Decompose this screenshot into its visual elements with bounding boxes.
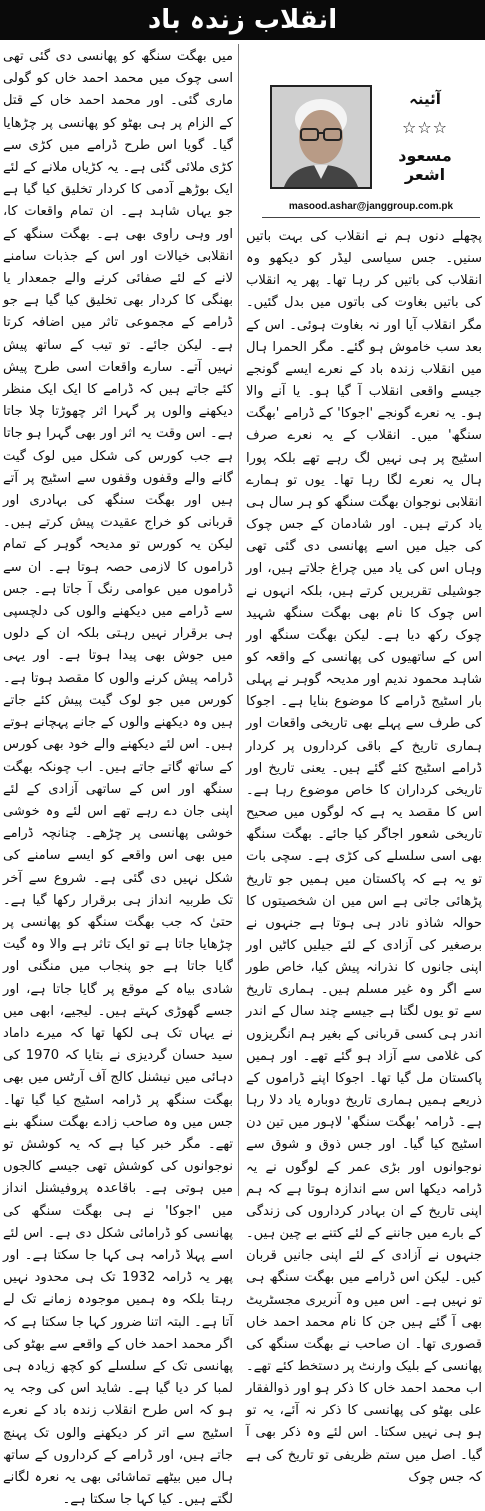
- article-headline: انقلاب زندہ باد: [0, 0, 485, 40]
- article-left-column: [3, 46, 234, 1508]
- column-name: آئینہ: [409, 90, 441, 108]
- right-column-text: پچھلے دنوں ہم نے انقلاب کی بہت باتیں سنیں۔ جس سیاسی لیڈر کو دیکھو وہ انقلاب کی باتیں کر رہا تھا۔ پھر یہ انقلاب کی باتیں بغاوت کی باتوں میں بدل گئیں۔ مگر انقلاب آیا اور نہ بغاوت ہوئی۔ اس کے بعد سب خاموش ہو گئے۔ مگر الحمرا ہال میں انقلاب زندہ باد کے نعرے ایسے گونجے جیسے واقعی انقلاب آ گیا ہو۔ یا آنے والا ہو۔ یہ نعرے گونجے 'اجوکا' کے ڈرامے 'بھگت سنگھ' میں۔ انقلاب کے یہ نعرے صرف اسٹیج پر ہی نہیں لگ رہے تھے بلکہ پورا ہال یہ نعرے لگا رہا تھا۔ یوں تو ہمارے انقلابی نوجوان بھگت سنگھ کو ہر سال ہی یاد کرتے ہیں۔ اور شادمان کے جس چوک کی جیل میں اسے پھانسی دی گئی تھی وہاں اس کی یاد میں چراغ جلاتے ہیں، اور جوشیلی تقریریں کرتے ہیں، بلکہ انہوں نے اس چوک کا نام بھی بھگت سنگھ شہید چوک رکھ دیا ہے۔ لیکن بھگت سنگھ اور اس کے ساتھیوں کی پھانسی کے واقعہ کو شاہد محمود ندیم اور مدیحہ گوہر نے پہلی بار اسٹیج ڈرامے کا موضوع بنایا ہے۔ اجوکا کی طرف سے پہلے بھی تاریخی واقعات اور ہماری تاریخ کے باقی کرداروں پر کردار ڈرامے اسٹیج کئے گئے ہیں۔ یعنی تاریخ اور تاریخی کرداران کا خاص موضوع رہا ہے۔ اس کا مقصد یہ ہے کہ لوگوں میں صحیح تاریخی شعور اجاگر کیا جائے۔ بھگت سنگھ بھی اسی سلسلے کی کڑی ہے۔ سچی بات تو یہ ہے کہ پاکستان میں ہمیں جو تاریخ پڑھائی جاتی ہے اس میں ان شخصیتوں کا حوالہ شاذو نادر ہی ہوتا ہے جنہوں نے برصغیر کی آزادی کے لئے جیلیں کاٹیں اور اپنی جانوں کا نذرانہ پیش کیا، خاص طور سے اگر وہ غیر مسلم ہیں۔ ہماری تاریخ سے تو یوں لگتا ہے جیسے چند سال کے اندر اندر ہی کسی قربانی کے بغیر ہم انگریزوں کی غلامی سے آزاد ہو گئے تھے۔ اور ہمیں پاکستان مل گیا تھا۔ اجوکا اپنے ڈراموں کے ذریعے ہمیں ہماری تاریخ دوبارہ یاد دلا رہا ہے۔ ڈرامہ 'بھگت سنگھ' لاہور میں تین دن اسٹیج کیا گیا۔ اور جس ذوق و شوق سے نوجوانوں اور بڑی عمر کے لوگوں نے یہ ڈرامہ دیکھا اس سے اندازہ ہوتا ہے کہ ہم اپنی تاریخ کے ان بہادر کرداروں کی زندگی کے بارے میں جاننے کے لئے کتنے بے چین ہیں۔ جنہوں نے آزادی کے لئے اپنی جانیں قربان کیں۔ لیکن اس ڈرامے میں بھگت سنگھ ہی تو نہیں ہے۔ اس میں وہ آنریری مجسٹریٹ بھی آ گئے ہیں جن کا نام محمد احمد خاں قصوری تھا۔ ان صاحب نے بھگت سنگھ کی پھانسی کے بلیک وارنٹ پر دستخط کئے تھے۔ اب محمد احمد خاں کا ذکر ہو اور ذوالفقار علی بھٹو کی پھانسی کا ذکر نہ آئے، یہ تو ہو ہی نہیں سکتا۔ اس لئے وہ ذکر بھی آ گیا۔ اصل میں ستم ظریفی تو تاریخ کی ہے کہ جس چوک: [246, 229, 482, 1485]
- author-name: مسعود اشعر: [398, 146, 452, 184]
- author-photo: [270, 85, 372, 189]
- article-right-column: [246, 226, 482, 1485]
- left-column-text: میں بھگت سنگھ کو پھانسی دی گئی تھی اسی چوک میں محمد احمد خاں کو گولی ماری گئی۔ اور محمد احمد خاں کے قتل کے الزام پر ہی بھٹو کو پھانسی پر چڑھایا گیا۔ گویا اس طرح ڈرامے میں کڑی سے کڑی ملائی گئی ہے۔ یہ کڑیاں ملانے کے لئے ایک بوڑھے آدمی کا کردار تخلیق کیا گیا ہے جو یہاں شاہد ہے۔ ان تمام واقعات کا، اور وہی راوی بھی ہے۔ بھگت سنگھ کے انقلابی خیالات اور اس کے جذبات سامنے لانے کے لئے صفائی کرنے والے جمعدار یا بھنگی کا کردار بھی تخلیق کیا گیا ہے جو ڈرامے کے مجموعی تاثر میں اضافہ کرتا ہے۔ لیکن جائے۔ تو تیب کے ساتھ پیش نہیں آتے۔ سارے واقعات اسی طرح پیش کئے جاتے ہیں کہ ڈرامے کا ایک ایک منظر دیکھنے والوں پر گہرا اثر چھوڑتا چلا جاتا ہے۔ اس وقت یہ اثر اور بھی گہرا ہو جاتا ہے جب کورس کی شکل میں لوک گیت گانے والے وقفوں وقفوں سے اسٹیج پر آتے ہیں اور بھگت سنگھ کی بہادری اور قربانی کو خراج عقیدت پیش کرتے ہیں۔ لیکن یہ کورس تو مدیحہ گوہر کے تمام ڈراموں کا لازمی حصہ ہوتا ہے۔ ان سے ڈراموں میں عوامی رنگ آ جاتا ہے۔ جس سے ڈرامے میں دیکھنے والوں کی دلچسپی ہی برقرار نہیں رہتی بلکہ ان کے دلوں میں جوش بھی پیدا ہوتا ہے۔ اور یہی ڈرامہ پیش کرنے والوں کا مقصد ہوتا ہے۔ کورس میں جو لوک گیت پیش کئے جاتے ہیں وہ دیکھنے والوں کے جانے پہچانے ہوتے ہیں۔ اس لئے دیکھنے والے خود بھی کورس کے ساتھ گاتے جاتے ہیں۔ اب چونکہ بھگت سنگھ اور اس کے ساتھی آزادی کے لئے اپنی جان دے رہے تھے اس لئے وہ خوشی خوشی پھانسی پر چڑھے۔ چنانچہ ڈرامے میں بھی اس واقعے کو ایسے سامنے کی شکل نہیں دی گئی ہے۔ شروع سے آخر تک طربیہ انداز ہی برقرار رکھا گیا ہے۔ حتیٰ کہ جب بھگت سنگھ کو پھانسی پر چڑھایا جاتا ہے تو ایک تاثر ہے والا وہ گیت گایا جاتا ہے جو پنجاب میں منگنی اور شادی بیاہ کے موقع پر گایا جاتا ہے، اور جسے گھوڑی کہتے ہیں۔ لیجیے، ابھی میں نے یہاں تک ہی لکھا تھا کہ میرے داماد سید حسان گردیزی نے بتایا کہ 1970 کی دہائی میں نیشنل کالج آف آرٹس میں بھی بھگت سنگھ پر ڈرامہ اسٹیج کیا گیا تھا۔ جس میں وہ صاحب زادے بھگت سنگھ بنے تھے۔ مگر خبر کیا ہے کہ یہ کوشش تو نوجوانوں کی کوشش تھی جیسے کالجوں میں ہوتی ہے۔ باقاعدہ پروفیشنل انداز میں 'اجوکا' نے ہی بھگت سنگھ کی پھانسی کو ڈرامائی شکل دی ہے۔ اس لئے اسے پہلا ڈرامہ ہی کہا جا سکتا ہے۔ اور پھر یہ ڈرامہ 1932 تک ہی محدود نہیں رہتا بلکہ وہ ہمیں موجودہ زمانے تک لے آتا ہے۔ البتہ اتنا ضرور کہا جا سکتا ہے کہ اگر محمد احمد خاں کے واقعے سے بھٹو کی پھانسی تک کے سلسلے کو کچھ زیادہ ہی لمبا کر دیا گیا ہے۔ شاید اس کی وجہ یہ ہو کہ اس طرح انقلاب زندہ باد کے نعرے اسٹیج سے اتر کر دیکھنے والوں تک پہنچ جاتے ہیں، اور ڈرامے کے کرداروں کے ساتھ ہال میں بیٹھے تماشائی بھی یہ نعرہ لگانے لگتے ہیں۔ کیا کہا جا سکتا ہے۔: [3, 49, 234, 1508]
- column-divider: [238, 44, 239, 1196]
- star-rating: ☆☆☆: [401, 118, 449, 137]
- author-email[interactable]: masood.ashar@janggroup.com.pk: [288, 201, 454, 212]
- byline-rule: [262, 217, 480, 218]
